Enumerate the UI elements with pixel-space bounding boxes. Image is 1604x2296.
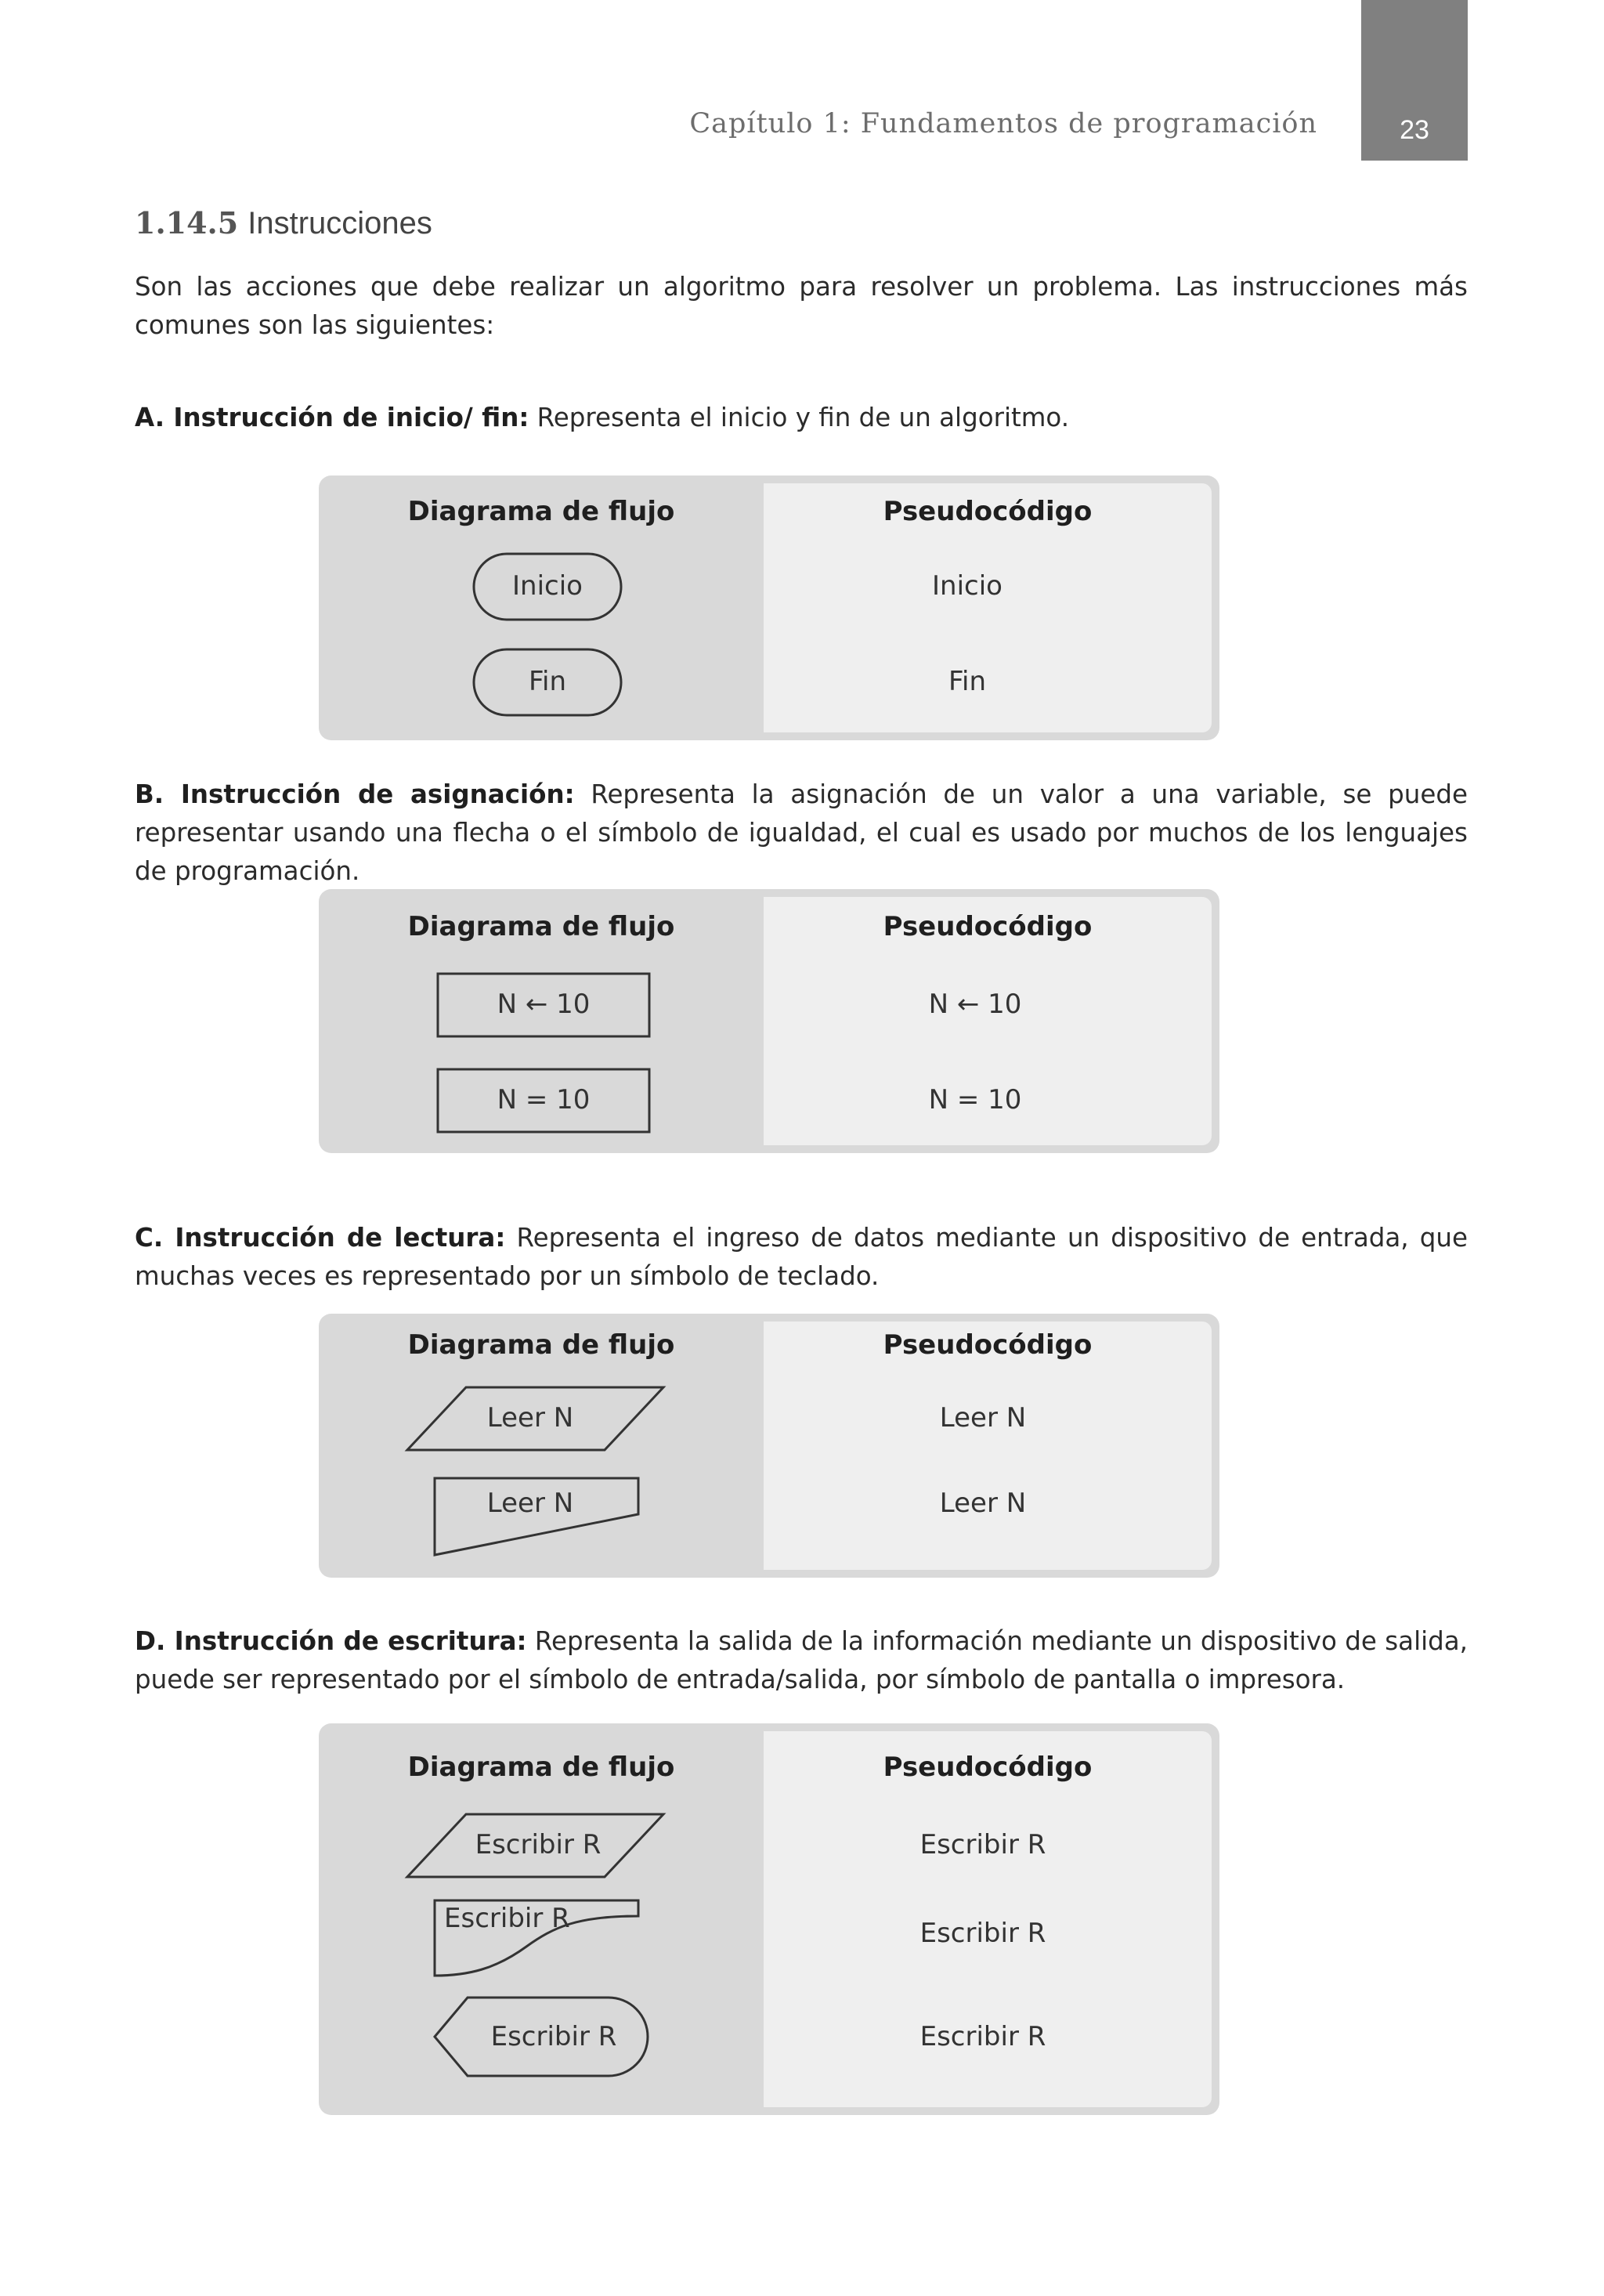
item-a-paragraph bbox=[135, 399, 1468, 437]
header-flow: Diagrama de flujo bbox=[407, 1752, 675, 1783]
table-write bbox=[319, 1723, 1219, 2115]
page-number-tab bbox=[1361, 0, 1468, 161]
pseudo-assign-arrow-text: N ← 10 bbox=[928, 989, 1022, 1020]
flow-assign-arrow-text: N ← 10 bbox=[497, 989, 591, 1020]
section-heading bbox=[135, 205, 432, 241]
header-flow: Diagrama de flujo bbox=[407, 911, 675, 942]
item-d-text: Representa la salida de la información mediante un dispositivo de salida, puede ser representado por el símbolo de entrada/salida, por símbolo de pantalla o impresora. bbox=[135, 1626, 1469, 1694]
flow-read-manual-text: Leer N bbox=[486, 1488, 574, 1519]
item-b-paragraph bbox=[135, 776, 1468, 891]
pseudo-read-io-text: Leer N bbox=[939, 1402, 1027, 1434]
item-a-label: A. Instrucción de inicio/ fin: bbox=[135, 403, 529, 432]
table-start-end bbox=[319, 475, 1219, 740]
flow-read-io-text: Leer N bbox=[486, 1402, 574, 1434]
pseudo-start-text: Inicio bbox=[932, 570, 1002, 602]
pseudo-end-text: Fin bbox=[948, 666, 987, 697]
item-a-text: Representa el inicio y fin de un algoritmo. bbox=[529, 403, 1070, 432]
header-flow: Diagrama de flujo bbox=[407, 496, 675, 527]
flow-end-text: Fin bbox=[528, 666, 567, 697]
pseudo-write-display-text: Escribir R bbox=[919, 2021, 1046, 2052]
header-pseudo: Pseudocódigo bbox=[883, 911, 1093, 942]
item-b-text: Representa la asignación de un valor a una variable, se puede representar usando una flecha o el símbolo de igualdad, el cual es usado por muchos de los lenguajes de programación. bbox=[135, 779, 1468, 886]
pseudo-write-io-text: Escribir R bbox=[919, 1829, 1046, 1860]
header-pseudo: Pseudocódigo bbox=[883, 496, 1093, 527]
pseudo-assign-equal-text: N = 10 bbox=[928, 1084, 1022, 1115]
flow-assign-equal-text: N = 10 bbox=[497, 1084, 591, 1115]
section-title: Instrucciones bbox=[247, 206, 432, 240]
page-number: 23 bbox=[1400, 115, 1429, 145]
item-b-label: B. Instrucción de asignación: bbox=[135, 779, 575, 809]
item-c-paragraph bbox=[135, 1219, 1468, 1296]
pseudo-write-document-text: Escribir R bbox=[919, 1918, 1046, 1949]
header-pseudo: Pseudocódigo bbox=[883, 1329, 1093, 1361]
flow-write-display-text: Escribir R bbox=[490, 2021, 617, 2052]
section-number: 1.14.5 bbox=[135, 205, 239, 240]
header-flow: Diagrama de flujo bbox=[407, 1329, 675, 1361]
item-c-label: C. Instrucción de lectura: bbox=[135, 1223, 506, 1253]
table-read bbox=[319, 1314, 1219, 1578]
flow-write-io-text: Escribir R bbox=[475, 1829, 602, 1860]
flow-write-document-text: Escribir R bbox=[444, 1903, 570, 1934]
flow-start-text: Inicio bbox=[512, 570, 583, 602]
item-c-text: Representa el ingreso de datos mediante un dispositivo de entrada, que muchas veces es representado por un símbolo de teclado. bbox=[135, 1223, 1468, 1291]
table-assignment bbox=[319, 889, 1219, 1153]
header-pseudo: Pseudocódigo bbox=[883, 1752, 1093, 1783]
item-d-paragraph bbox=[135, 1622, 1468, 1699]
intro-paragraph: Son las acciones que debe realizar un algoritmo para resolver un problema. Las instrucciones más comunes son las siguientes: bbox=[135, 272, 1468, 340]
chapter-header: Capítulo 1: Fundamentos de programación bbox=[689, 108, 1317, 139]
item-d-label: D. Instrucción de escritura: bbox=[135, 1626, 527, 1656]
pseudo-read-manual-text: Leer N bbox=[939, 1488, 1027, 1519]
